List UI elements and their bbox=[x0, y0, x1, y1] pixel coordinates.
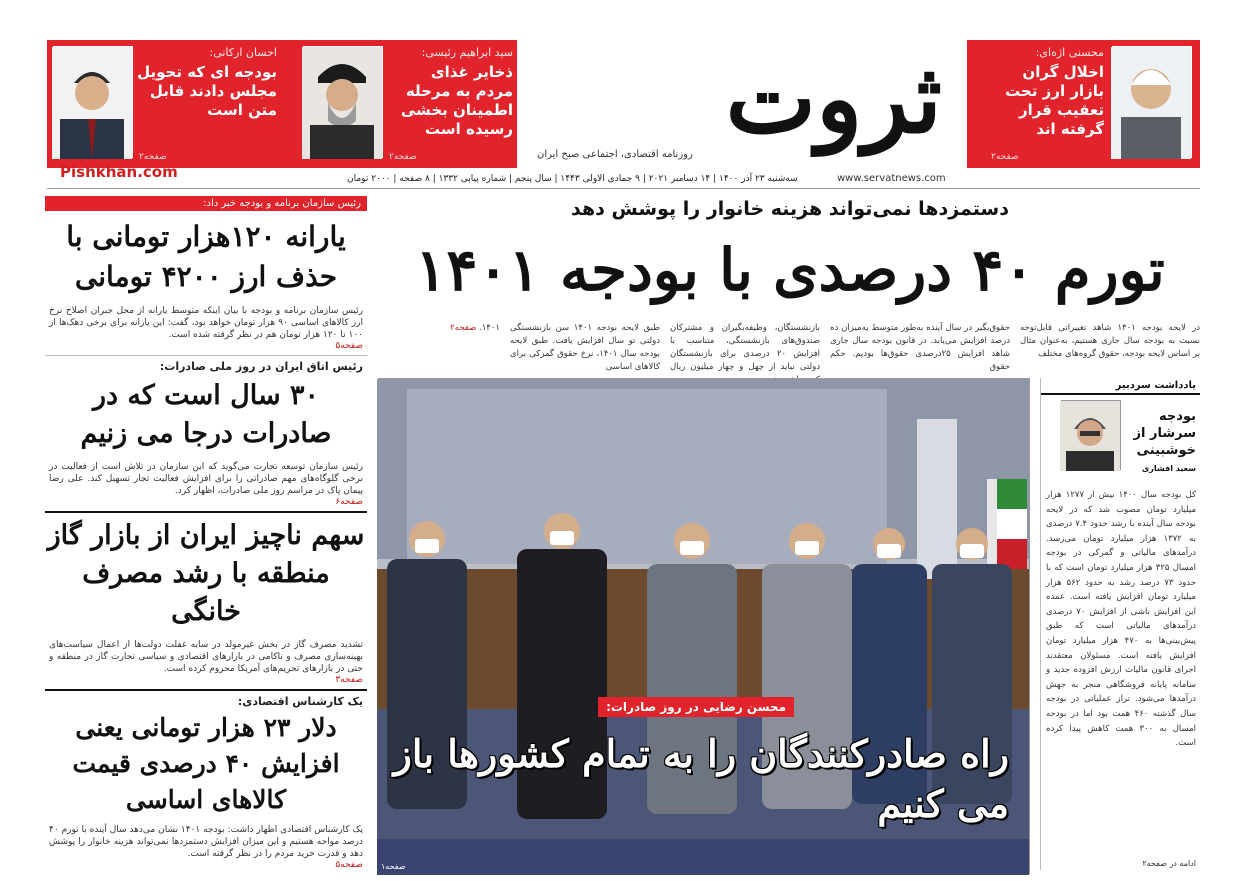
story4-body: یک کارشناس اقتصادی اظهار داشت: بودجه ۱۴۰۱ نشان می‌دهد سال آینده با تورم ۴۰ درصد مواجه هستیم و این میزان افزایش دستمزدها نمی‌تواند هزینه خانوار را پوشش دهد و قدرت خرید مردم را در نظر گرفته است. bbox=[49, 825, 364, 859]
top-story-headline[interactable]: تورم ۴۰ درصدی با بودجه ۱۴۰۱ bbox=[415, 236, 1165, 304]
teaser-middle-name: سید ابراهیم رئیسی: bbox=[421, 46, 513, 59]
lead-col-4: طبق لایحه بودجه ۱۴۰۱ سن بازنشستگی دولتی تو سال افزایش یافت. طبق لایحه بودجه سال ۱۴۰۱، نرخ حقوق گمرکی برای کالاهای اساسی bbox=[510, 323, 660, 372]
story1-kicker-bar: رئیس سازمان برنامه و بودجه خبر داد: bbox=[45, 196, 367, 211]
story1-page[interactable]: صفحه۵ bbox=[335, 341, 363, 351]
teaser-middle-page: صفحه۲ bbox=[389, 152, 417, 162]
teaser-left[interactable] bbox=[47, 40, 287, 168]
lead-col-1: در لایحه بودجه ۱۴۰۱ شاهد تغییراتی قابل‌توجه نسبت به بودجه سال جاری هستیم، به‌عنوان مثال بر اساس لایحه بودجه، حقوق گروه‌های مختلف bbox=[1020, 323, 1201, 359]
teaser-middle[interactable] bbox=[297, 40, 517, 168]
lead-col-2: حقوق‌بگیر در سال آینده به‌طور متوسط به‌میزان ده درصد افزایش می‌یابد. در قانون بودجه سال جاری شاهد افزایش ۲۵درصدی حقوق‌ها بودیم. حکم حقوق bbox=[830, 323, 1010, 372]
dateline-bar bbox=[47, 171, 1200, 189]
watermark: Pishkhan.com bbox=[60, 163, 178, 181]
editorial-body: کل بودجه سال ۱۴۰۰ بیش از ۱۲۷۷ هزار میلیارد تومان مصوب شد که در لایحه بودجه سال آینده با رشد حدود ۷.۴ درصدی به ۱۳۷۲ هزار میلیارد تومان می‌رسد. درآمدهای مالیاتی و گمرکی در بودجه امسال ۳۲۵ هزار میلیارد تومان است که با حدود ۷۳ درصد رشد به حدود ۵۶۲ هزار میلیارد تومان افزایش یافته است. عمده این افزایش ناشی از افزایش ۷۰ درصدی درآمدهای مالیاتی است که طبق پیش‌بینی‌ها به ۴۷۰ هزار میلیارد تومان افزایش یافته است. مسئولان معتقدند اجرای قانون مالیات ارزش افزوده جدید و سامانه پایانه فروشگاهی منجر به جهش درآمدها می‌شود. تراز عملیاتی در بودجه سال گذشته ۴۶۰ همت بود اما در بودجه امسال به ۳۰۰ همت کاهش پیدا کرده است. bbox=[1046, 490, 1197, 749]
main-photo[interactable] bbox=[378, 378, 1030, 874]
story1-body: رئیس سازمان برنامه و بودجه با بیان اینکه متوسط یارانه از محل جبران اصلاح نرخ ارز کالاهای اساسی ۹۰ هزار تومان خواهد بود، گفت: این یارانه برای برخی دهک‌ها از ۱۰۰ تا ۱۲۰ هزار تومان هم در نظر گرفته شده است. bbox=[49, 306, 364, 340]
story1-headline[interactable]: یارانه ۱۲۰هزار تومانی با حذف ارز ۴۲۰۰ تومانی bbox=[66, 220, 346, 293]
lead-page[interactable]: صفحه۲ bbox=[450, 323, 477, 333]
lead-col-5-text: ۱۴۰۱. bbox=[479, 323, 500, 333]
teaser-left-headline[interactable]: بودجه ای که تحویل مجلس دادند قابل متن است bbox=[137, 63, 277, 119]
lead-col-5 bbox=[380, 322, 500, 374]
teaser-right-name: محسنی اژه‌ای: bbox=[1035, 46, 1104, 59]
top-story-subheadline: دستمزدها نمی‌تواند هزینه خانوار را پوشش دهد bbox=[571, 198, 1009, 220]
story2-body: رئیس سازمان توسعه تجارت می‌گوید که این سازمان در تلاش است از فعالیت در برخی گلوگاه‌های مهم صادراتی را برای افزایش فعالیت تجار تسهیل کند. علی رضا پیمان پاک در مراسم روز ملی صادرات، اظهار کرد. bbox=[49, 462, 363, 496]
editorial-column bbox=[1040, 378, 1200, 870]
teaser-left-name: احسان ارکانی: bbox=[209, 46, 277, 59]
teaser-right-portrait bbox=[1112, 46, 1192, 158]
teaser-right[interactable] bbox=[985, 40, 1200, 168]
teaser-middle-headline[interactable]: ذخایر غذای مردم به مرحله اطمینان بخشی رسیده است bbox=[400, 63, 513, 138]
story3-body: تشدید مصرف گاز در بخش غیرمولد در سایه غفلت دولت‌ها از اعمال سیاست‌های بهینه‌سازی مصرف و ناکامی در بازارهای اقتصادی و سیاسی تجارت گاز در منطقه و حتی در بازارهای تحریم‌های آمریکا محروم کرده است. bbox=[49, 640, 363, 674]
editorial-author-photo bbox=[1061, 400, 1121, 470]
editorial-section-title: یادداشت سردبیر bbox=[1041, 378, 1200, 395]
teaser-middle-portrait bbox=[303, 46, 383, 158]
newspaper-logo: ثروت bbox=[725, 42, 942, 155]
story2-kicker: رئیس اتاق ایران در روز ملی صادرات: bbox=[159, 360, 363, 373]
story2-headline[interactable]: ۳۰ سال است که در صادرات درجا می زنیم bbox=[80, 380, 332, 449]
story4-page[interactable]: صفحه۵ bbox=[335, 860, 363, 870]
left-column bbox=[45, 196, 367, 878]
lead-col-3: بازنشستگان، وظیفه‌بگیران و مشترکان صندوق‌های بازنشستگی، متناسب با افزایش ۲۰ درصدی برای بازنشستگان دولتی نباید از چهل و چهار میلیون ریال bbox=[670, 323, 820, 372]
issue-info: سه‌شنبه ۲۳ آذر ۱۴۰۰ | ۱۴ دسامبر ۲۰۲۱ | ۹ جمادی الاولی ۱۴۴۳ | سال پنجم | شماره پیاپی ۱۳۳۲ | ۸ صفحه | ۲۰۰۰ تومان bbox=[347, 174, 798, 184]
story4-headline[interactable]: دلار ۲۳ هزار تومانی یعنی افزایش ۴۰ درصدی قیمت کالاهای اساسی bbox=[72, 713, 340, 814]
masthead-banner bbox=[47, 40, 1200, 168]
editorial-author: سعید افشاری bbox=[1141, 464, 1196, 473]
logo-area bbox=[517, 40, 967, 168]
teaser-left-portrait bbox=[53, 46, 133, 158]
story3-page[interactable]: صفحه۳ bbox=[335, 675, 363, 685]
teaser-right-headline[interactable]: اخلال گران بازار ارز تحت تعقیب قرار گرفته اند bbox=[1005, 63, 1104, 138]
editorial-headline[interactable]: بودجه سرشار از خوشبینی bbox=[1133, 409, 1196, 458]
editorial-continued[interactable]: ادامه در صفحه۲ bbox=[1142, 859, 1196, 868]
photo-caption[interactable]: راه صادرکنندگان را به تمام کشورها باز می کنیم bbox=[393, 731, 1009, 826]
story4-kicker: یک کارشناس اقتصادی: bbox=[237, 695, 363, 708]
story3-headline[interactable]: سهم ناچیز ایران از بازار گاز منطقه با رشد مصرف خانگی bbox=[47, 520, 365, 627]
story2-page[interactable]: صفحه۶ bbox=[335, 497, 363, 507]
teaser-right-page: صفحه۲ bbox=[991, 152, 1019, 162]
tagline: روزنامه اقتصادی، اجتماعی صبح ایران bbox=[537, 149, 693, 160]
photo-caption-kicker: محسن رضایی در روز صادرات: bbox=[598, 697, 794, 717]
photo-page[interactable]: صفحه۱ bbox=[381, 862, 406, 871]
website-url[interactable]: www.servatnews.com bbox=[837, 173, 946, 184]
teaser-left-page: صفحه۲ bbox=[139, 152, 167, 162]
top-story-lead bbox=[378, 322, 1200, 374]
